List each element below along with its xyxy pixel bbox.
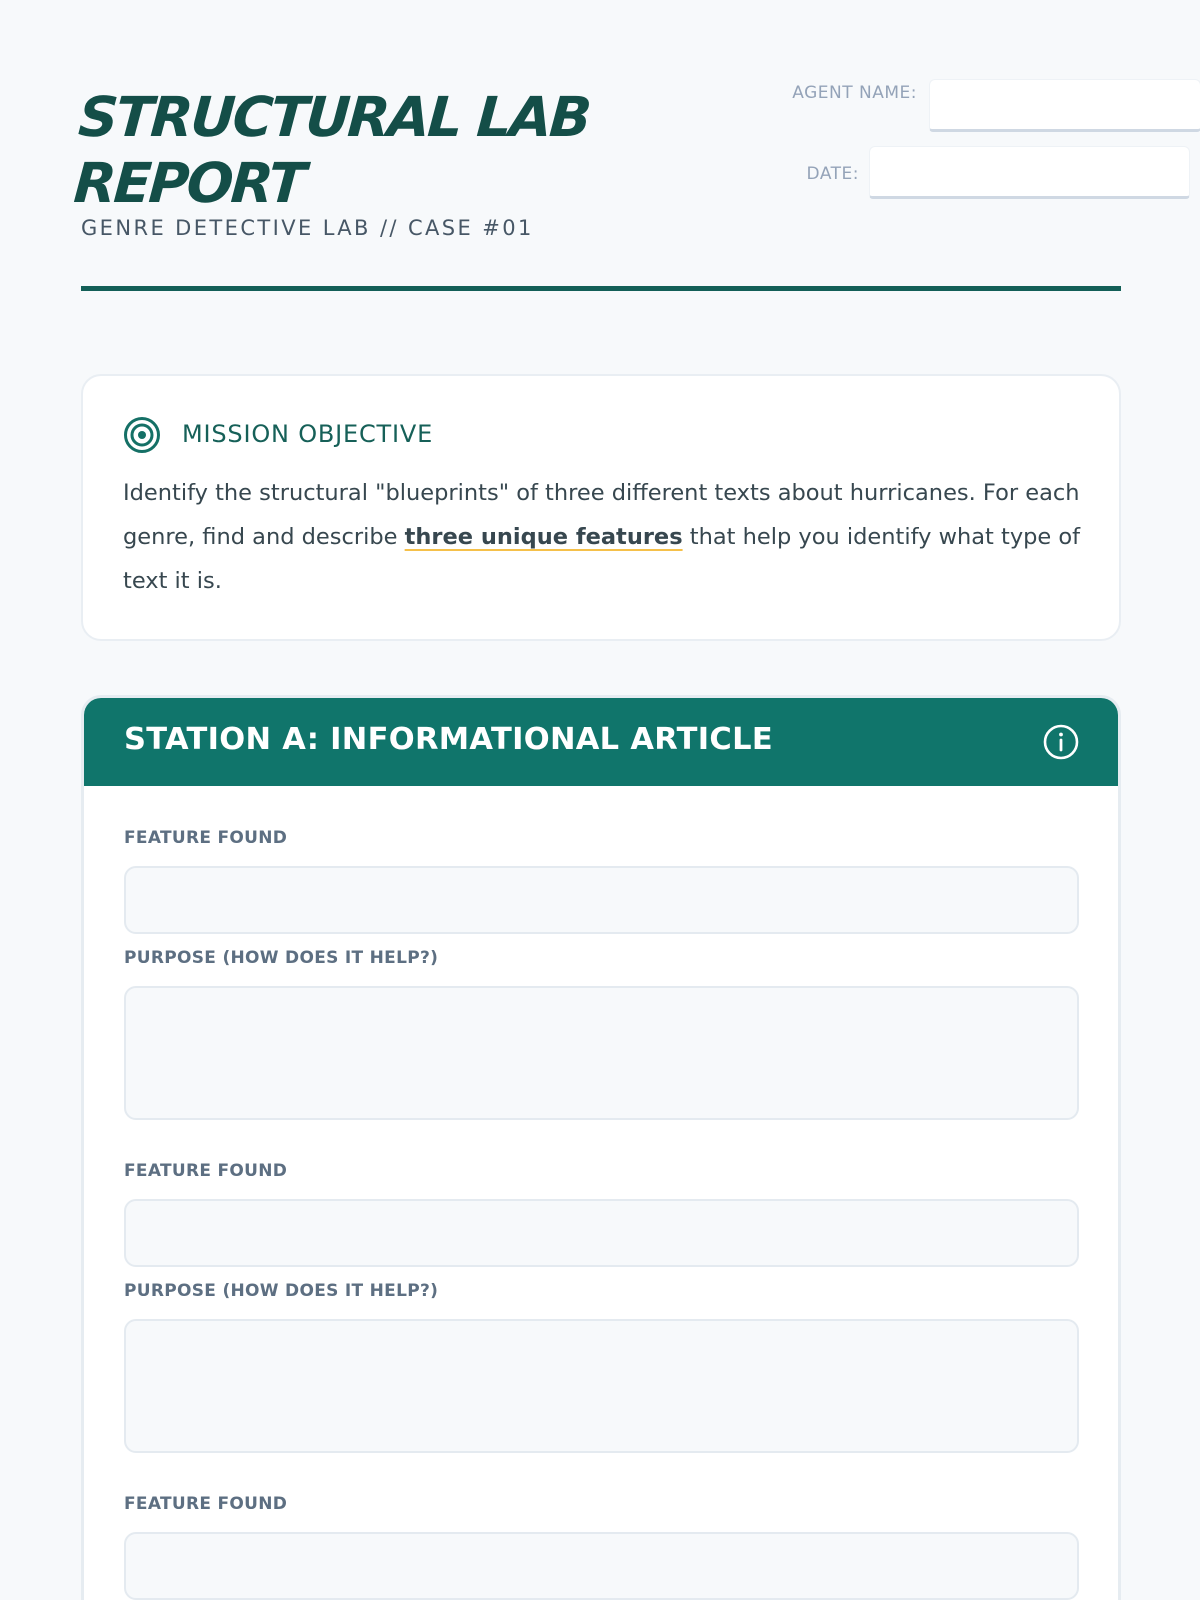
feature-found-input[interactable] bbox=[124, 866, 1079, 934]
station-a-header bbox=[84, 698, 1118, 786]
mission-text-end: that help you identify what type of text it is. bbox=[123, 524, 1081, 594]
target-icon bbox=[123, 416, 161, 454]
agent-name-label: AGENT NAME: bbox=[792, 83, 917, 103]
mission-objective-card bbox=[81, 374, 1121, 641]
feature-found-label: FEATURE FOUND bbox=[124, 1161, 288, 1181]
purpose-label: PURPOSE (HOW DOES IT HELP?) bbox=[124, 1281, 439, 1301]
page-title: STRUCTURAL LAB REPORT bbox=[71, 85, 592, 215]
purpose-textarea[interactable] bbox=[124, 1319, 1079, 1453]
mission-description bbox=[123, 471, 1083, 603]
purpose-textarea[interactable] bbox=[124, 986, 1079, 1120]
date-label: DATE: bbox=[806, 164, 859, 184]
agent-name-field[interactable] bbox=[929, 79, 1200, 132]
station-a-card bbox=[81, 695, 1121, 1600]
feature-found-label: FEATURE FOUND bbox=[124, 828, 288, 848]
info-icon[interactable] bbox=[1042, 723, 1080, 761]
feature-found-input[interactable] bbox=[124, 1199, 1079, 1267]
date-field[interactable] bbox=[869, 146, 1190, 199]
mission-title: MISSION OBJECTIVE bbox=[182, 420, 434, 448]
feature-found-label: FEATURE FOUND bbox=[124, 1494, 288, 1514]
header-divider bbox=[81, 286, 1121, 291]
purpose-label: PURPOSE (HOW DOES IT HELP?) bbox=[124, 948, 439, 968]
page-header bbox=[71, 0, 1121, 296]
feature-found-input[interactable] bbox=[124, 1532, 1079, 1600]
mission-highlight: three unique features bbox=[404, 524, 683, 550]
page-subtitle: GENRE DETECTIVE LAB // CASE #01 bbox=[81, 216, 534, 240]
mission-text-start: Identify the structural "blueprints" of three different texts about hurricanes. For each genre, find and describe bbox=[123, 480, 1080, 550]
station-a-title: STATION A: INFORMATIONAL ARTICLE bbox=[124, 722, 773, 757]
